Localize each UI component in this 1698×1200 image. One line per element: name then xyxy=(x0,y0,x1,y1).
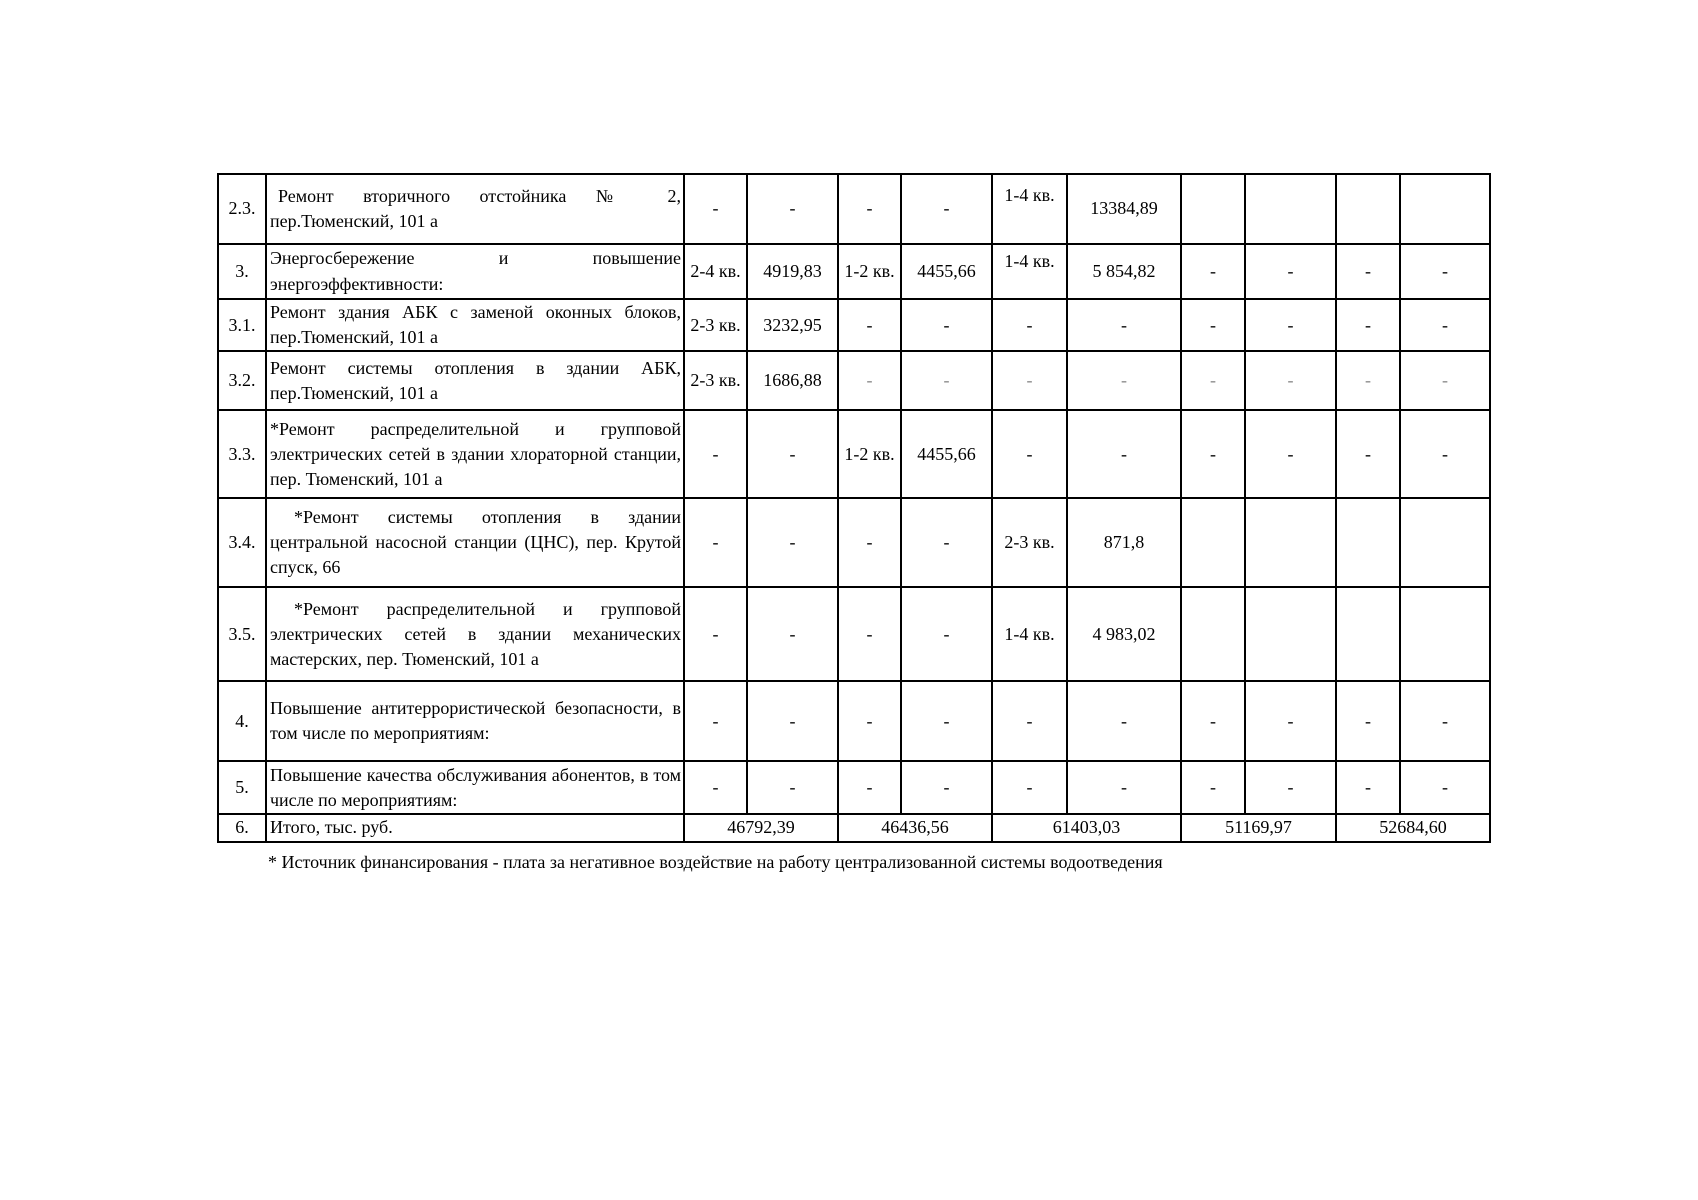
period-2023 xyxy=(1336,587,1400,681)
amount-2019: - xyxy=(747,587,838,681)
row-number: 3.1. xyxy=(218,299,266,351)
period-2023: - xyxy=(1336,244,1400,299)
amount-2023 xyxy=(1400,498,1490,587)
amount-2020: - xyxy=(901,681,992,761)
amount-2019: 3232,95 xyxy=(747,299,838,351)
row-description: *Ремонт системы отопления в здании центральной насосной станции (ЦНС), пер. Крутой спуск, 66 xyxy=(266,498,684,587)
row-description: Ремонт здания АБК с заменой оконных блоков, пер.Тюменский, 101 а xyxy=(266,299,684,351)
period-2019: - xyxy=(684,761,747,814)
amount-2021: - xyxy=(1067,351,1181,410)
investment-plan-table xyxy=(217,173,1491,843)
amount-2021: 13384,89 xyxy=(1067,174,1181,244)
table-row xyxy=(218,681,1490,761)
amount-2019: - xyxy=(747,410,838,498)
amount-2022 xyxy=(1245,498,1336,587)
period-2021: - xyxy=(992,681,1067,761)
amount-2022: - xyxy=(1245,410,1336,498)
table-row xyxy=(218,174,1490,244)
period-2022 xyxy=(1181,174,1245,244)
period-2023: - xyxy=(1336,681,1400,761)
period-2022: - xyxy=(1181,299,1245,351)
table-row xyxy=(218,761,1490,814)
period-2019: - xyxy=(684,498,747,587)
amount-2019: - xyxy=(747,761,838,814)
amount-2020: - xyxy=(901,299,992,351)
amount-2022: - xyxy=(1245,244,1336,299)
table-row xyxy=(218,410,1490,498)
period-2019: - xyxy=(684,681,747,761)
period-2019: - xyxy=(684,410,747,498)
amount-2023 xyxy=(1400,587,1490,681)
period-2023: - xyxy=(1336,761,1400,814)
amount-2023: - xyxy=(1400,244,1490,299)
period-2021: 2-3 кв. xyxy=(992,498,1067,587)
amount-2020: - xyxy=(901,351,992,410)
period-2023 xyxy=(1336,174,1400,244)
amount-2022: - xyxy=(1245,351,1336,410)
table-row xyxy=(218,587,1490,681)
amount-2019: - xyxy=(747,498,838,587)
period-2021: - xyxy=(992,351,1067,410)
amount-2021: 871,8 xyxy=(1067,498,1181,587)
amount-2022 xyxy=(1245,587,1336,681)
amount-2023: - xyxy=(1400,299,1490,351)
table-row xyxy=(218,351,1490,410)
period-2021: - xyxy=(992,410,1067,498)
amount-2020: 4455,66 xyxy=(901,244,992,299)
period-2022: - xyxy=(1181,351,1245,410)
total-2023: 52684,60 xyxy=(1336,814,1490,841)
funding-footnote: * Источник финансирования - плата за негативное воздействие на работу централизованной системы водоотведения xyxy=(268,852,1163,872)
period-2022: - xyxy=(1181,244,1245,299)
amount-2019: 4919,83 xyxy=(747,244,838,299)
period-2019: 2-3 кв. xyxy=(684,299,747,351)
total-label: Итого, тыс. руб. xyxy=(266,814,684,841)
amount-2022 xyxy=(1245,174,1336,244)
period-2019: 2-3 кв. xyxy=(684,351,747,410)
amount-2019: - xyxy=(747,681,838,761)
period-2020: - xyxy=(838,587,901,681)
period-2019: - xyxy=(684,174,747,244)
amount-2021: 4 983,02 xyxy=(1067,587,1181,681)
period-2023: - xyxy=(1336,351,1400,410)
amount-2023: - xyxy=(1400,681,1490,761)
period-2020: 1-2 кв. xyxy=(838,244,901,299)
period-2021: - xyxy=(992,761,1067,814)
amount-2020: - xyxy=(901,587,992,681)
table-row xyxy=(218,299,1490,351)
amount-2023: - xyxy=(1400,410,1490,498)
amount-2023 xyxy=(1400,174,1490,244)
amount-2021: - xyxy=(1067,681,1181,761)
amount-2022: - xyxy=(1245,299,1336,351)
period-2020: - xyxy=(838,498,901,587)
amount-2021: - xyxy=(1067,761,1181,814)
period-2022 xyxy=(1181,498,1245,587)
amount-2023: - xyxy=(1400,761,1490,814)
period-2020: - xyxy=(838,761,901,814)
row-number: 6. xyxy=(218,814,266,841)
row-description: *Ремонт распределительной и групповой электрических сетей в здании механических мастерских, пер. Тюменский, 101 а xyxy=(266,587,684,681)
period-2023 xyxy=(1336,498,1400,587)
amount-2020: - xyxy=(901,174,992,244)
period-2021: 1-4 кв. xyxy=(992,587,1067,681)
row-description: Энергосбережение и повышение энергоэффективности: xyxy=(266,244,684,299)
period-2021: - xyxy=(992,299,1067,351)
period-2021: 1-4 кв. xyxy=(992,174,1067,244)
amount-2023: - xyxy=(1400,351,1490,410)
period-2023: - xyxy=(1336,410,1400,498)
amount-2019: 1686,88 xyxy=(747,351,838,410)
period-2020: - xyxy=(838,681,901,761)
row-description: Повышение качества обслуживания абонентов, в том числе по мероприятиям: xyxy=(266,761,684,814)
period-2020: - xyxy=(838,351,901,410)
amount-2021: 5 854,82 xyxy=(1067,244,1181,299)
period-2019: 2-4 кв. xyxy=(684,244,747,299)
row-number: 3.3. xyxy=(218,410,266,498)
amount-2020: - xyxy=(901,761,992,814)
period-2020: - xyxy=(838,174,901,244)
row-number: 3.2. xyxy=(218,351,266,410)
period-2022: - xyxy=(1181,681,1245,761)
amount-2022: - xyxy=(1245,681,1336,761)
row-number: 2.3. xyxy=(218,174,266,244)
period-2023: - xyxy=(1336,299,1400,351)
total-row xyxy=(218,814,1490,841)
table-row xyxy=(218,244,1490,299)
period-2022: - xyxy=(1181,761,1245,814)
amount-2021: - xyxy=(1067,299,1181,351)
total-2022: 51169,97 xyxy=(1181,814,1336,841)
amount-2020: - xyxy=(901,498,992,587)
amount-2022: - xyxy=(1245,761,1336,814)
row-description: Ремонт системы отопления в здании АБК, пер.Тюменский, 101 а xyxy=(266,351,684,410)
row-description: *Ремонт распределительной и групповой электрических сетей в здании хлораторной станции, пер. Тюменский, 101 а xyxy=(266,410,684,498)
amount-2021: - xyxy=(1067,410,1181,498)
period-2019: - xyxy=(684,587,747,681)
period-2021: 1-4 кв. xyxy=(992,244,1067,299)
row-number: 3.4. xyxy=(218,498,266,587)
row-description: Повышение антитеррористической безопасности, в том числе по мероприятиям: xyxy=(266,681,684,761)
total-2021: 61403,03 xyxy=(992,814,1181,841)
amount-2020: 4455,66 xyxy=(901,410,992,498)
row-number: 3. xyxy=(218,244,266,299)
row-number: 5. xyxy=(218,761,266,814)
row-number: 3.5. xyxy=(218,587,266,681)
total-2020: 46436,56 xyxy=(838,814,992,841)
total-2019: 46792,39 xyxy=(684,814,838,841)
row-number: 4. xyxy=(218,681,266,761)
period-2022 xyxy=(1181,587,1245,681)
period-2020: 1-2 кв. xyxy=(838,410,901,498)
table-row xyxy=(218,498,1490,587)
period-2022: - xyxy=(1181,410,1245,498)
row-description: Ремонт вторичного отстойника № 2, пер.Тюменский, 101 а xyxy=(266,174,684,244)
period-2020: - xyxy=(838,299,901,351)
amount-2019: - xyxy=(747,174,838,244)
